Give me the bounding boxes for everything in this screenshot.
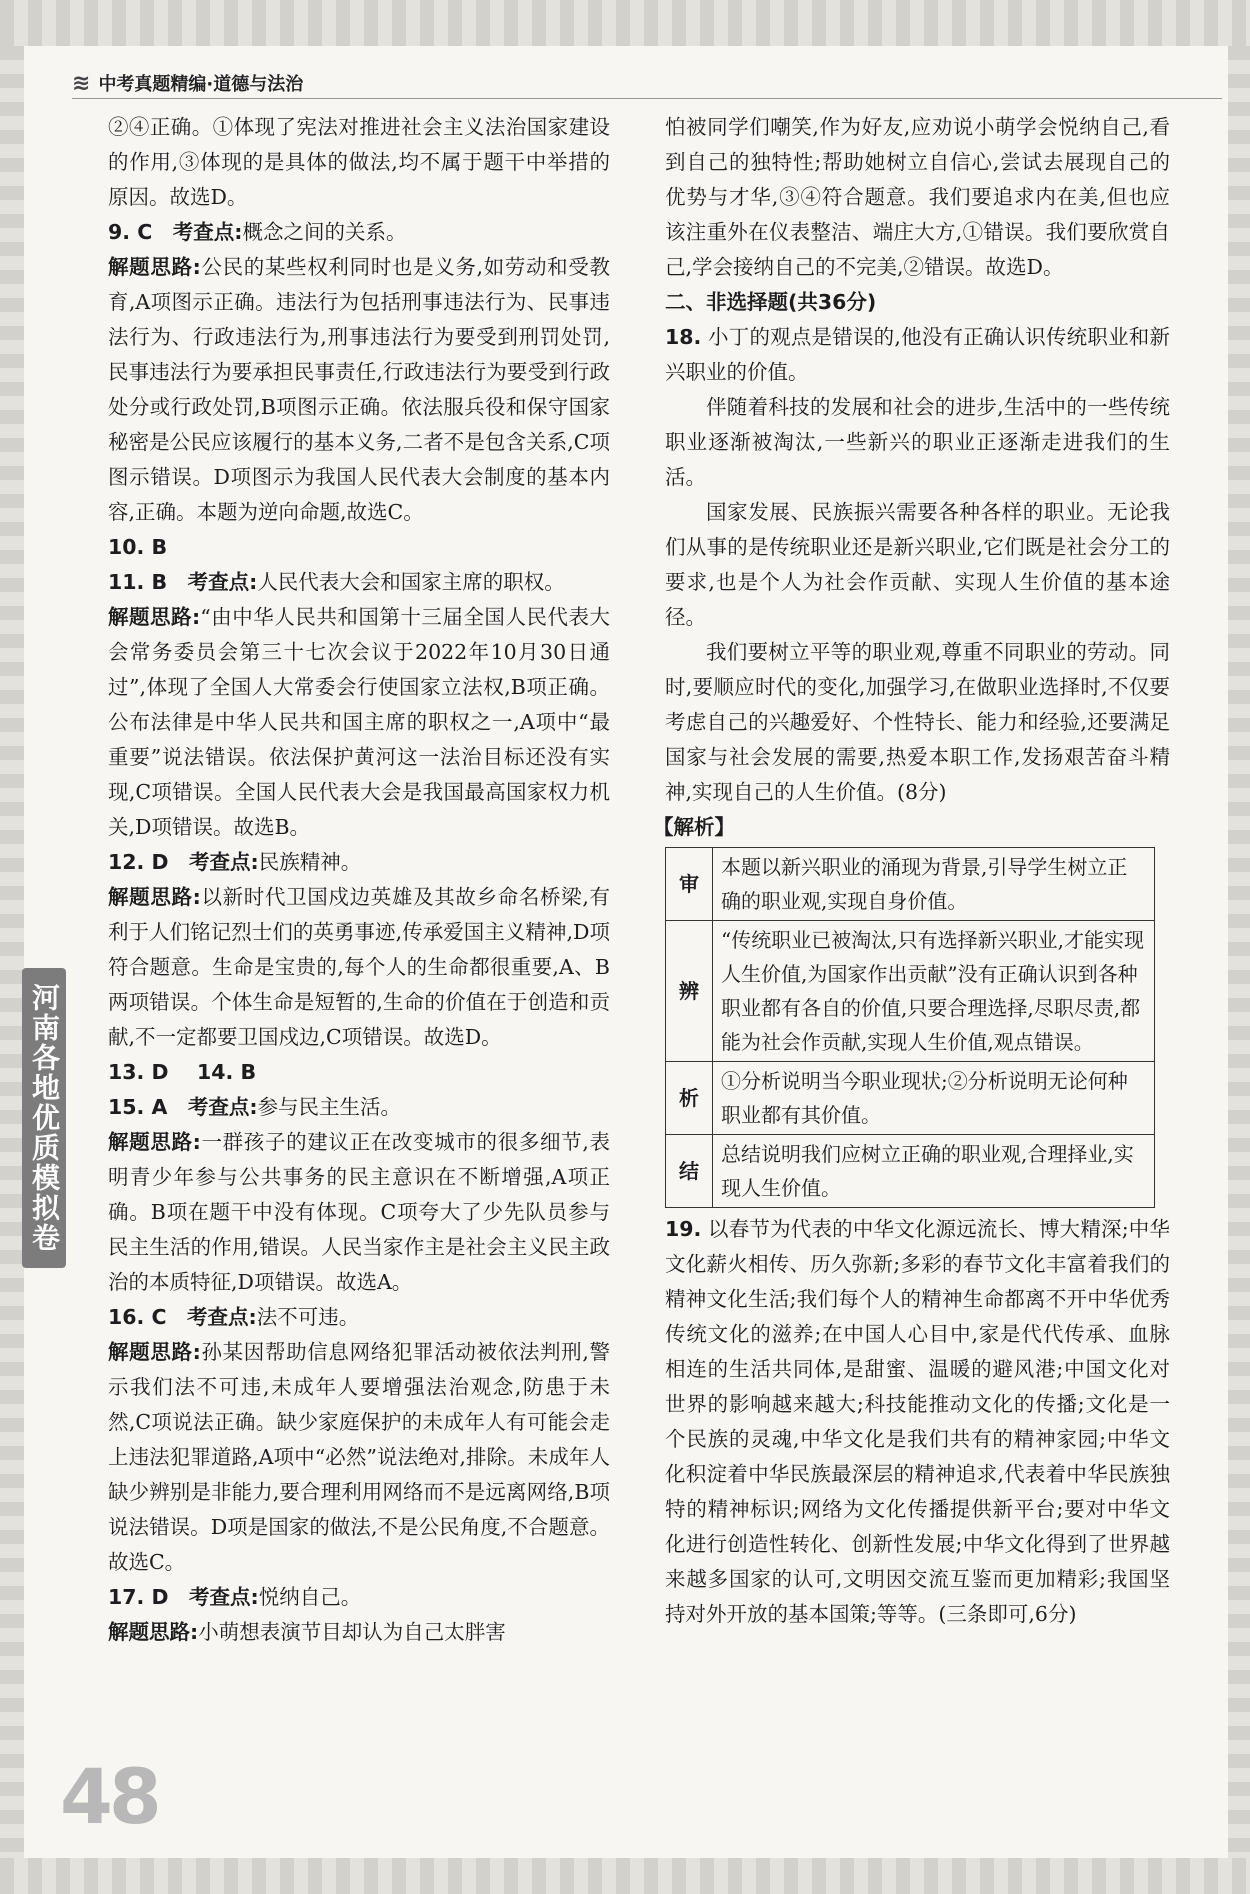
q18-lead-text: 小丁的观点是错误的,他没有正确认识传统职业和新兴职业的价值。	[665, 325, 1170, 384]
q11-kd: 人民代表大会和国家主席的职权。	[257, 570, 565, 594]
decorative-border-bottom	[0, 1858, 1250, 1894]
q12-thinking	[108, 880, 610, 1055]
q16-thinking-label: 解题思路:	[108, 1340, 201, 1364]
right-column	[653, 110, 1170, 1632]
decorative-border-left	[0, 46, 24, 1858]
decorative-border-right	[1228, 46, 1250, 1858]
q16-heading	[108, 1300, 610, 1335]
analysis-key: 审	[666, 848, 713, 921]
q17-thinking	[108, 1615, 610, 1650]
q18-paragraph-1: 伴随着科技的发展和社会的进步,生活中的一些传统职业逐渐被淘汰,一些新兴的职业正逐渐走进我们的生活。	[665, 395, 1170, 489]
analysis-table	[665, 847, 1155, 1208]
wave-icon: ≋	[72, 70, 91, 96]
q16-thinking-text: 孙某因帮助信息网络犯罪活动被依法判刑,警示我们法不可违,未成年人要增强法治观念,防患于未然,C项说法正确。缺少家庭保护的未成年人有可能会走上违法犯罪道路,A项中“必然”说法绝对,排除。未成年人缺少辨别是非能力,要合理利用网络而不是远离网络,B项说法错误。D项是国家的做法,不是公民角度,不合题意。故选C。	[108, 1340, 610, 1574]
q15-thinking-text: 一群孩子的建议正在改变城市的很多细节,表明青少年参与公共事务的民主意识在不断增强,A项正确。B项在题干中没有体现。C项夸大了少先队员参与民主生活的作用,错误。人民当家作主是社会主义民主政治的本质特征,D项错误。故选A。	[108, 1130, 610, 1294]
q15-kd-label: 考查点:	[187, 1095, 258, 1119]
q11-number: 11. B	[108, 570, 168, 594]
q17-continued: 怕被同学们嘲笑,作为好友,应劝说小萌学会悦纳自己,看到自己的独特性;帮助她树立自信心,尝试去展现自己的优势与才华,③④符合题意。我们要追求内在美,但也应该注重外在仪表整洁、端庄大方,①错误。我们要欣赏自己,学会接纳自己的不完美,②错误。故选D。	[665, 115, 1170, 279]
q19-answer	[665, 1212, 1170, 1632]
q17-number: 17. D	[108, 1585, 169, 1609]
page-header	[72, 70, 303, 96]
q17-thinking-label: 解题思路:	[108, 1620, 199, 1644]
header-rule	[72, 98, 1222, 99]
analysis-text: ①分析说明当今职业现状;②分析说明无论何种职业都有其价值。	[713, 1062, 1155, 1135]
analysis-text: 本题以新兴职业的涌现为背景,引导学生树立正确的职业观,实现自身价值。	[713, 848, 1155, 921]
q16-thinking	[108, 1335, 610, 1580]
q17-kd-label: 考查点:	[189, 1585, 259, 1609]
analysis-label: 【解析】	[653, 815, 735, 839]
q11-thinking-label: 解题思路:	[108, 605, 201, 629]
q9-kd: 概念之间的关系。	[242, 220, 407, 244]
q9-thinking-label: 解题思路:	[108, 255, 201, 279]
q13-14-heading: 13. D 14. B	[108, 1060, 257, 1084]
q9-thinking-text: 公民的某些权利同时也是义务,如劳动和受教育,A项图示正确。违法行为包括刑事违法行为、民事违法行为、行政违法行为,刑事违法行为要受到刑罚处罚,民事违法行为要承担民事责任,行政违法行为要受到行政处分或行政处罚,B项图示正确。依法服兵役和保守国家秘密是公民应该履行的基本义务,二者不是包含关系,C项图示错误。D项图示为我国人民代表大会制度的基本内容,正确。本题为逆向命题,故选C。	[108, 255, 610, 524]
q18-lead	[665, 320, 1170, 390]
q9-heading	[108, 215, 610, 250]
side-tab: 河南各地优质模拟卷	[22, 968, 66, 1268]
header-title: 中考真题精编·道德与法治	[98, 74, 304, 95]
q10-heading: 10. B	[108, 535, 168, 559]
analysis-row	[666, 921, 1155, 1062]
q19-number: 19.	[665, 1217, 702, 1241]
q9-kd-label: 考查点:	[172, 220, 243, 244]
intro-text: ②④正确。①体现了宪法对推进社会主义法治国家建设的作用,③体现的是具体的做法,均不属于题干中举措的原因。故选D。	[108, 115, 610, 209]
analysis-row	[666, 1135, 1155, 1208]
q12-heading	[108, 845, 610, 880]
q18-paragraph-2: 国家发展、民族振兴需要各种各样的职业。无论我们从事的是传统职业还是新兴职业,它们既是社会分工的要求,也是个人为社会作贡献、实现人生价值的基本途径。	[665, 500, 1170, 629]
q17-thinking-text: 小萌想表演节目却认为自己太胖害	[198, 1620, 506, 1644]
analysis-row	[666, 848, 1155, 921]
q12-thinking-label: 解题思路:	[108, 885, 201, 909]
q17-kd: 悦纳自己。	[258, 1585, 362, 1609]
q9-number: 9. C	[108, 220, 153, 244]
q15-kd: 参与民主生活。	[257, 1095, 402, 1119]
q19-text: 以春节为代表的中华文化源远流长、博大精深;中华文化薪火相传、历久弥新;多彩的春节文化丰富着我们的精神文化生活;我们每个人的精神生命都离不开中华优秀传统文化的滋养;在中国人心目中,家是代代传承、血脉相连的生活共同体,是甜蜜、温暖的避风港;中国文化对世界的影响越来越大;科技能推动文化的传播;文化是一个民族的灵魂,中华文化是我们共有的精神家园;中华文化积淀着中华民族最深层的精神追求,代表着中华民族独特的精神标识;网络为文化传播提供新平台;要对中华文化进行创造性转化、创新性发展;中华文化得到了世界越来越多国家的认可,文明因交流互鉴而更加精彩;我国坚持对外开放的基本国策;等等。(三条即可,6分)	[665, 1217, 1170, 1626]
analysis-key: 结	[666, 1135, 713, 1208]
q12-kd: 民族精神。	[258, 850, 362, 874]
q9-thinking	[108, 250, 610, 530]
q15-number: 15. A	[108, 1095, 168, 1119]
decorative-border-top	[0, 0, 1250, 46]
q12-thinking-text: 以新时代卫国戍边英雄及其故乡命名桥梁,有利于人们铭记烈士们的英勇事迹,传承爱国主义精神,D项符合题意。生命是宝贵的,每个人的生命都很重要,A、B两项错误。个体生命是短暂的,生命的价值在于创造和贡献,不一定都要卫国戍边,C项错误。故选D。	[108, 885, 610, 1049]
analysis-key: 辨	[666, 921, 713, 1062]
left-column	[108, 110, 610, 1650]
q12-kd-label: 考查点:	[189, 850, 259, 874]
q15-thinking-label: 解题思路:	[108, 1130, 201, 1154]
q18-paragraph-3: 我们要树立平等的职业观,尊重不同职业的劳动。同时,要顺应时代的变化,加强学习,在做职业选择时,不仅要考虑自己的兴趣爱好、个性特长、能力和经验,还要满足国家与社会发展的需要,热爱本职工作,发扬艰苦奋斗精神,实现自己的人生价值。(8分)	[665, 640, 1170, 804]
q11-thinking	[108, 600, 610, 845]
analysis-row	[666, 1062, 1155, 1135]
analysis-key: 析	[666, 1062, 713, 1135]
section-heading: 二、非选择题(共36分)	[665, 290, 877, 314]
q16-kd-label: 考查点:	[187, 1305, 257, 1329]
q18-number: 18.	[665, 325, 702, 349]
q12-number: 12. D	[108, 850, 169, 874]
q11-heading	[108, 565, 610, 600]
q17-heading	[108, 1580, 610, 1615]
analysis-text: “传统职业已被淘汰,只有选择新兴职业,才能实现人生价值,为国家作出贡献”没有正确认识到各种职业都有各自的价值,只要合理选择,尽职尽责,都能为社会作贡献,实现人生价值,观点错误。	[713, 921, 1155, 1062]
q15-thinking	[108, 1125, 610, 1300]
q15-heading	[108, 1090, 610, 1125]
page-number: 48	[60, 1752, 158, 1841]
q11-thinking-text: “由中华人民共和国第十三届全国人民代表大会常务委员会第三十七次会议于2022年10月30日通过”,体现了全国人大常委会行使国家立法权,B项正确。公布法律是中华人民共和国主席的职权之一,A项中“最重要”说法错误。依法保护黄河这一法治目标还没有实现,C项错误。全国人民代表大会是我国最高国家权力机关,D项错误。故选B。	[108, 605, 611, 839]
q16-number: 16. C	[108, 1305, 167, 1329]
q16-kd: 法不可违。	[256, 1305, 360, 1329]
analysis-text: 总结说明我们应树立正确的职业观,合理择业,实现人生价值。	[713, 1135, 1155, 1208]
q11-kd-label: 考查点:	[187, 570, 258, 594]
